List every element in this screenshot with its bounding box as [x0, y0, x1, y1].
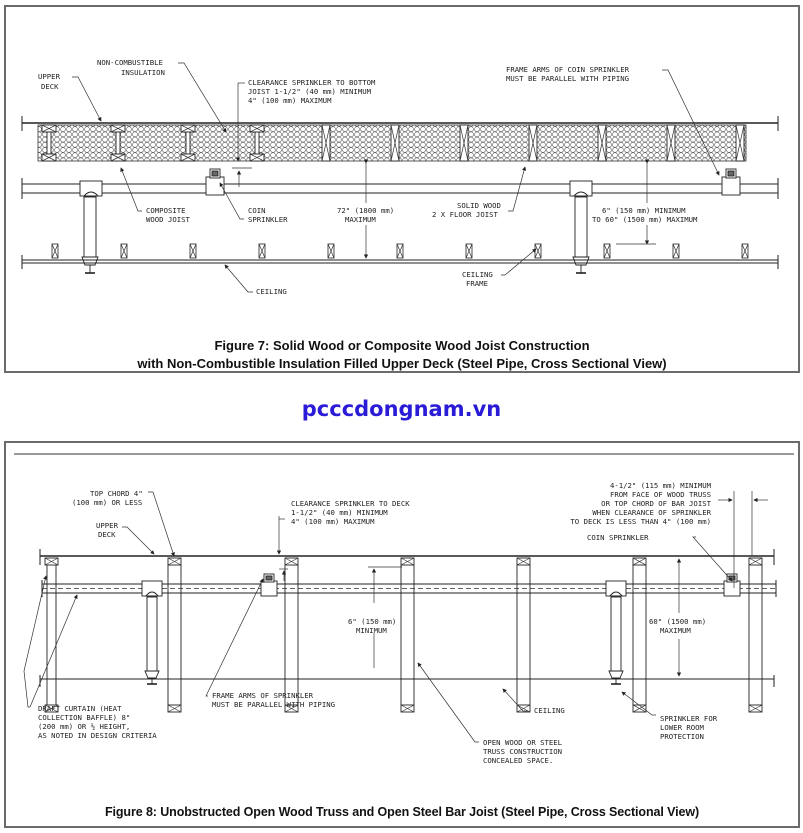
label-lower-room-2: LOWER ROOM — [660, 723, 704, 732]
label-clearance-2: JOIST 1-1/2" (40 mm) MINIMUM — [248, 87, 372, 96]
label-range-2: TO 60" (1500 mm) MAXIMUM — [592, 215, 698, 224]
figure-8-panel — [4, 441, 800, 828]
leader-lines — [72, 63, 719, 292]
coin-sprinkler-right — [722, 169, 740, 195]
label-top-chord: TOP CHORD 4" — [90, 489, 143, 498]
label-offset-3: OR TOP CHORD OF BAR JOIST — [601, 499, 711, 508]
label-72-max-2: MAXIMUM — [345, 215, 376, 224]
label-draft-curtain-2: COLLECTION BAFFLE) 8" — [38, 713, 131, 722]
drop-pipe-right — [570, 181, 592, 273]
label-clearance: CLEARANCE SPRINKLER TO BOTTOM — [248, 78, 376, 87]
label-offset-2: FROM FACE OF WOOD TRUSS — [609, 490, 711, 499]
label-frame-arms-2: MUST BE PARALLEL WITH PIPING — [212, 700, 336, 709]
label-72-max: 72" (1800 mm) — [337, 206, 395, 215]
label-lower-room-3: PROTECTION — [660, 732, 704, 741]
coin-sprinkler-left — [206, 169, 224, 195]
figure-8-caption: Figure 8: Unobstructed Open Wood Truss and Open Steel Bar Joist (Steel Pipe, Cross Sectional View) — [104, 805, 700, 819]
branch-pipe — [22, 178, 778, 199]
figure-7-caption-line2: with Non-Combustible Insulation Filled Upper Deck (Steel Pipe, Cross Sectional View) — [137, 356, 667, 371]
label-truss-2: TRUSS CONSTRUCTION — [483, 747, 563, 756]
label-coin-sprinkler: COIN — [248, 206, 266, 215]
label-ceiling: CEILING — [534, 706, 565, 715]
label-draft-curtain-4: AS NOTED IN DESIGN CRITERIA — [38, 731, 157, 740]
drop-pipe-left — [142, 581, 162, 684]
label-frame-arms: FRAME ARMS OF COIN SPRINKLER — [506, 65, 630, 74]
label-insulation-2: INSULATION — [121, 68, 165, 77]
dimension-6-to-60 — [616, 163, 656, 244]
label-lower-room: SPRINKLER FOR — [660, 714, 718, 723]
drop-pipe-left — [80, 181, 102, 273]
ceiling-frames — [52, 244, 748, 258]
label-solid-wood: SOLID WOOD — [457, 201, 501, 210]
label-offset: 4-1/2" (115 mm) MINIMUM — [609, 481, 711, 490]
label-top-chord-2: (100 mm) OR LESS — [72, 498, 143, 507]
label-6-min: 6" (150 mm) — [348, 617, 397, 626]
coin-sprinkler-right — [724, 574, 740, 596]
label-insulation: NON-COMBUSTIBLE — [97, 58, 163, 67]
label-ceiling-frame-2: FRAME — [466, 279, 488, 288]
label-upper-deck: UPPER — [38, 72, 60, 81]
label-clearance-3: 4" (100 mm) MAXIMUM — [291, 517, 375, 526]
label-solid-wood-2: 2 X FLOOR JOIST — [432, 210, 498, 219]
label-draft-curtain-3: (200 mm) OR ½ HEIGHT, — [38, 722, 131, 731]
label-ceiling: CEILING — [256, 287, 287, 296]
label-coin-sprinkler-2: SPRINKLER — [248, 215, 288, 224]
figure-7-drawing — [6, 7, 802, 337]
label-offset-5: TO DECK IS LESS THAN 4" (100 mm) — [570, 517, 711, 526]
label-composite-joist: COMPOSITE — [146, 206, 186, 215]
label-frame-arms-2: MUST BE PARALLEL WITH PIPING — [506, 74, 630, 83]
label-composite-joist-2: WOOD JOIST — [146, 215, 190, 224]
coin-sprinkler-left — [261, 574, 277, 596]
label-6-min-2: MINIMUM — [356, 626, 387, 635]
label-offset-4: WHEN CLEARANCE OF SPRINKLER — [592, 508, 711, 517]
drop-pipe-right — [606, 581, 626, 684]
label-upper-deck: UPPER — [96, 521, 118, 530]
label-truss-3: CONCEALED SPACE. — [483, 756, 554, 765]
label-frame-arms: FRAME ARMS OF SPRINKLER — [212, 691, 314, 700]
figure-7-caption-line1: Figure 7: Solid Wood or Composite Wood Joist Construction — [214, 338, 590, 353]
figure-7-panel — [4, 5, 800, 373]
dimension-clearance — [279, 516, 288, 581]
label-truss: OPEN WOOD OR STEEL — [483, 738, 563, 747]
label-60-max: 60" (1500 mm) — [649, 617, 707, 626]
label-60-max-2: MAXIMUM — [660, 626, 691, 635]
label-ceiling-frame: CEILING — [462, 270, 493, 279]
label-clearance-3: 4" (100 mm) MAXIMUM — [248, 96, 332, 105]
label-draft-curtain: DRAFT CURTAIN (HEAT — [38, 704, 122, 713]
label-upper-deck-2: DECK — [41, 82, 59, 91]
label-coin-sprinkler: COIN SPRINKLER — [587, 533, 649, 542]
label-clearance: CLEARANCE SPRINKLER TO DECK — [291, 499, 410, 508]
label-clearance-2: 1-1/2" (40 mm) MINIMUM — [291, 508, 388, 517]
figure-8-drawing — [6, 443, 802, 798]
label-upper-deck-2: DECK — [98, 530, 116, 539]
watermark: pcccdongnam.vn — [301, 397, 502, 421]
label-range: 6" (150 mm) MINIMUM — [602, 206, 686, 215]
figure-7-caption — [6, 337, 798, 373]
